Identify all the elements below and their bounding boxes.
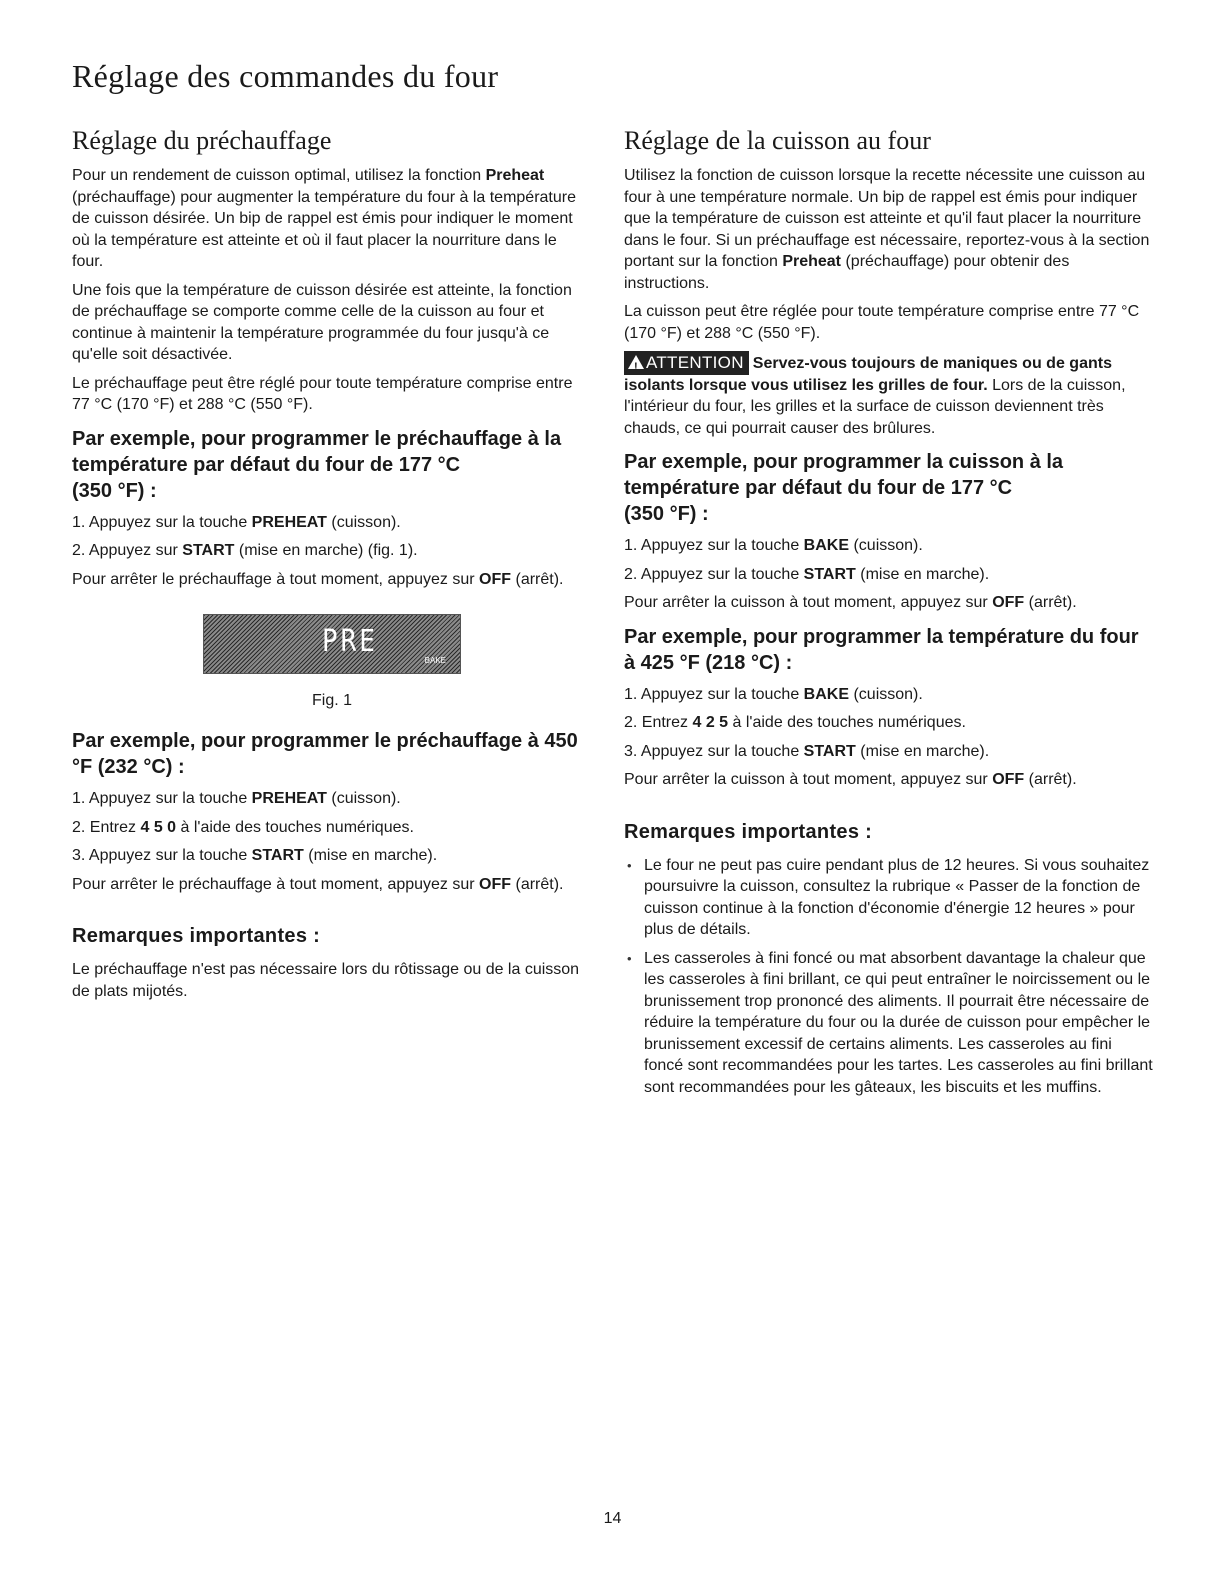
step-key: START: [803, 742, 856, 760]
step-text: à l'aide des touches numériques.: [728, 714, 966, 731]
stop-text: Pour arrêter la cuisson à tout moment, appuyez sur: [624, 771, 993, 788]
bake-example-1-title-a: Par exemple, pour programmer la cuisson à la température par défaut du four de 177 °C: [624, 451, 1064, 499]
example-1-title: [72, 426, 592, 504]
list-item: • Le four ne peut pas cuire pendant plus de 12 heures. Si vous souhaitez poursuivre la cuisson, consultez la rubrique « Passer de la fonction de cuisson continue à la fonction d'économie d'énergie 12 heures » pour plus de détails.: [624, 855, 1154, 941]
step-text: à l'aide des touches numériques.: [176, 818, 414, 836]
page-title: Réglage des commandes du four: [72, 58, 499, 94]
step-item: [624, 535, 1154, 557]
stop-text: Pour arrêter le préchauffage à tout moment, appuyez sur: [72, 570, 480, 588]
page-number: 14: [603, 1510, 622, 1527]
step-text: 1. Appuyez sur la touche: [624, 537, 804, 554]
intro-text-end: (préchauffage) pour obtenir des instructions.: [624, 253, 1070, 292]
step-text: (mise en marche).: [855, 742, 990, 760]
step-item: [72, 540, 592, 562]
step-text: (cuisson).: [849, 685, 923, 703]
step-key: BAKE: [803, 685, 850, 703]
step-item: [624, 684, 1154, 706]
step-text: (mise en marche).: [303, 847, 438, 864]
bake-example-1-title-b: (350 °F) :: [624, 503, 709, 525]
bake-intro: [624, 165, 1154, 294]
intro-text-end: (préchauffage) pour augmenter la température du four à la température de cuisson désirée. Un bip de rappel est émis pour indiquer le moment où la température est atteinte et où il faut placer la nourriture dans le four.: [72, 188, 576, 270]
step-text: (cuisson).: [849, 537, 923, 554]
example-1-steps: [72, 512, 592, 562]
intro-bold: Preheat: [485, 167, 545, 184]
bake-notes-list: [624, 855, 1154, 1099]
step-key: BAKE: [803, 537, 850, 554]
attention-badge-label: ATTENTION: [646, 353, 744, 372]
right-column: [624, 126, 1154, 1105]
step-key: PREHEAT: [251, 513, 327, 531]
bake-example-1-title: [624, 449, 1154, 527]
step-key: 4 5 0: [140, 818, 177, 836]
step-item: [72, 845, 592, 867]
step-item: [624, 564, 1154, 586]
example-2-title: Par exemple, pour programmer le préchauffage à 450 °F (232 °C) :: [72, 730, 578, 778]
bake-example-1-stop: [624, 592, 1154, 614]
example-2-stop: [72, 874, 592, 896]
step-text: 1. Appuyez sur la touche: [624, 685, 804, 703]
step-key: START: [182, 542, 235, 559]
stop-text: Pour arrêter le préchauffage à tout moment, appuyez sur: [72, 875, 480, 893]
bake-para-2: La cuisson peut être réglée pour toute température comprise entre 77 °C (170 °F) et 288 °C (550 °F).: [624, 303, 1140, 342]
bake-example-2-steps: [624, 684, 1154, 763]
step-text: 2. Appuyez sur: [72, 542, 183, 559]
step-text: 1. Appuyez sur la touche: [72, 513, 252, 531]
oven-display: [203, 614, 461, 674]
step-text: 3. Appuyez sur la touche: [72, 847, 252, 864]
step-text: 2. Entrez: [624, 714, 693, 731]
attention-badge: [624, 351, 749, 375]
preheat-intro: [72, 165, 592, 273]
attention-bold: Servez-vous toujours de maniques ou de gants isolants lorsque vous utilisez les grilles de four.: [624, 355, 1112, 394]
intro-bold: Preheat: [782, 253, 842, 270]
step-text: 2. Appuyez sur la touche: [624, 565, 804, 583]
example-2-steps: [72, 788, 592, 867]
intro-text: Pour un rendement de cuisson optimal, utilisez la fonction: [72, 167, 486, 184]
step-text: (cuisson).: [326, 513, 401, 531]
bake-notes-title: Remarques importantes :: [624, 820, 873, 843]
bake-example-1-steps: [624, 535, 1154, 585]
preheat-heading: Réglage du préchauffage: [72, 126, 332, 155]
step-item: [72, 788, 592, 810]
stop-text: (arrêt).: [511, 570, 564, 588]
warning-triangle-icon: !: [628, 355, 644, 369]
display-bake-label: BAKE: [424, 656, 446, 665]
list-item: • Les casseroles à fini foncé ou mat absorbent davantage la chaleur que les casseroles à fini brillant, ce qui peut entraîner le noircissement ou le brunissement trop prononcé des aliments. Il pourrait être nécessaire de réduire la température du four ou la durée de cuisson pour empêcher le brunissement excessif de certains aliments. Les casseroles au fini foncé sont recommandées pour les tartes. Les casseroles au fini brillant sont recommandées pour les gâteaux, les biscuits et les muffins.: [624, 948, 1154, 1099]
figure-1: [72, 614, 592, 710]
step-item: [624, 712, 1154, 734]
example-1-stop: [72, 569, 592, 591]
step-text: (mise en marche) (fig. 1).: [234, 542, 418, 559]
bake-example-2-stop: [624, 769, 1154, 791]
attention-notice: [624, 351, 1154, 439]
stop-key: OFF: [479, 875, 512, 893]
stop-key: OFF: [479, 570, 512, 588]
bake-example-2-title: Par exemple, pour programmer la température du four à 425 °F (218 °C) :: [624, 625, 1139, 674]
preheat-para-2: Une fois que la température de cuisson désirée est atteinte, la fonction de préchauffage se comporte comme celle de la cuisson au four et continue à maintenir la température programmée du four jusqu'à ce qu'elle soit désactivée.: [72, 281, 572, 363]
preheat-para-3: Le préchauffage peut être réglé pour toute température comprise entre 77 °C (170 °F) et 288 °C (550 °F).: [72, 374, 573, 413]
step-key: START: [251, 847, 304, 864]
stop-text: (arrêt).: [1024, 594, 1077, 611]
stop-key: OFF: [992, 771, 1025, 788]
notes-text: Le préchauffage n'est pas nécessaire lors du rôtissage ou de la cuisson de plats mijotés.: [72, 961, 580, 1000]
step-key: START: [803, 565, 856, 583]
stop-text: Pour arrêter la cuisson à tout moment, appuyez sur: [624, 594, 993, 611]
step-text: (cuisson).: [326, 790, 401, 807]
step-text: (mise en marche).: [855, 565, 990, 583]
display-readout: PRE: [322, 624, 378, 660]
step-text: 1. Appuyez sur la touche: [72, 790, 252, 807]
notes-title: Remarques importantes :: [72, 925, 321, 947]
bake-heading: Réglage de la cuisson au four: [624, 126, 931, 155]
step-key: 4 2 5: [692, 714, 729, 731]
step-text: 2. Entrez: [72, 818, 141, 836]
stop-text: (arrêt).: [1024, 771, 1077, 788]
step-item: [72, 512, 592, 534]
step-item: [72, 817, 592, 839]
stop-text: (arrêt).: [511, 875, 564, 893]
step-item: [624, 741, 1154, 763]
step-text: 3. Appuyez sur la touche: [624, 742, 804, 760]
left-column: [72, 126, 592, 1009]
example-1-title-a: Par exemple, pour programmer le préchauffage à la température par défaut du four de 177 °C: [72, 427, 562, 476]
attention-text: Lors de la cuisson, l'intérieur du four, les grilles et la surface de cuisson deviennent très chauds, ce qui pourrait causer des brûlures.: [624, 376, 1126, 437]
example-1-title-b: (350 °F) :: [72, 479, 157, 502]
intro-text: Utilisez la fonction de cuisson lorsque la recette nécessite une cuisson au four à une température normale. Un bip de rappel est émis pour indiquer que la température de cuisson est atteinte et qu'il faut placer la nourriture dans le four. Si un préchauffage est nécessaire, reportez-vous à la section portant sur la fonction: [624, 167, 1150, 270]
step-key: PREHEAT: [251, 790, 327, 807]
stop-key: OFF: [992, 594, 1025, 611]
figure-caption: Fig. 1: [311, 692, 352, 709]
